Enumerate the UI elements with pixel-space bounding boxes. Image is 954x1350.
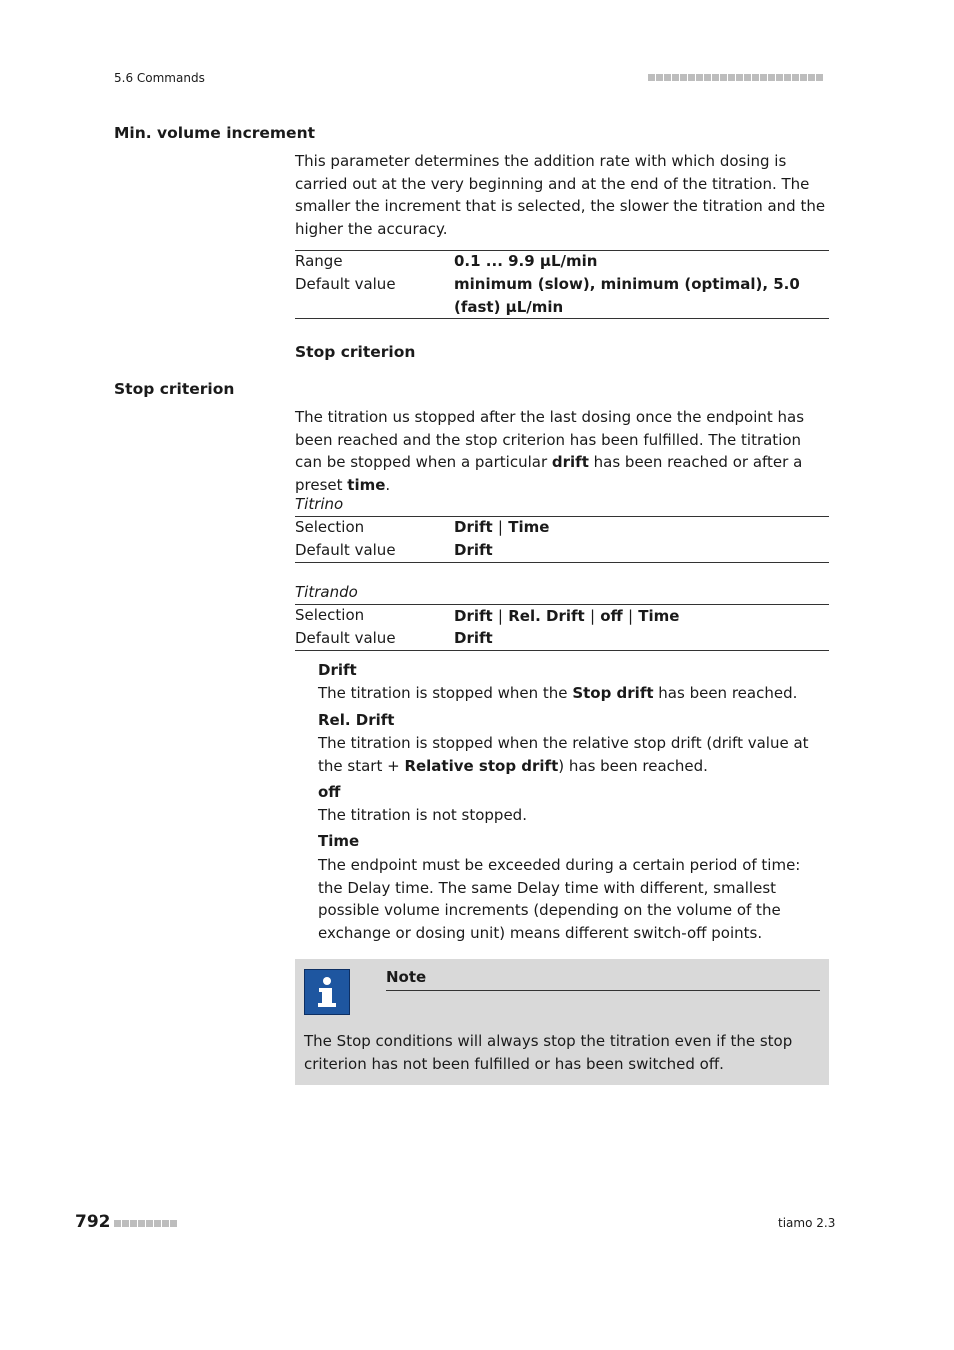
note-rule (386, 990, 820, 991)
subheading-stop-criterion: Stop criterion (295, 343, 416, 361)
option-drift-term: Drift (318, 661, 357, 679)
table-rule (295, 650, 829, 651)
option-time-desc: The endpoint must be exceeded during a certain period of time: the Delay time. The same Delay time with different, smallest possible volume increments (depending on the volume of the exchange or dosing unit) means different switch-off points. (318, 856, 801, 942)
titrando-label: Titrando (295, 583, 358, 601)
titrando-default-value: Drift (454, 629, 493, 647)
titrino-default-label: Default value (295, 541, 396, 559)
titrino-default-value: Drift (454, 541, 493, 559)
running-header-section: 5.6 Commands (114, 71, 205, 85)
stop-criterion-description: The titration us stopped after the last dosing once the endpoint has been reached and the stop criterion has been fulfilled. The titration can be stopped when a particular drift has been reached or after a preset time. (295, 408, 805, 494)
header-decor-squares (648, 74, 823, 81)
page-number: 792 (75, 1212, 111, 1232)
titrino-selection-value: Drift | Time (454, 518, 550, 536)
note-text: The Stop conditions will always stop the titration even if the stop criterion has not been fulfilled or has been switched off. (304, 1032, 793, 1073)
heading-min-volume-increment: Min. volume increment (114, 124, 316, 142)
option-time-term: Time (318, 832, 360, 850)
option-rel-drift-desc: The titration is stopped when the relative stop drift (drift value at the start + Relative stop drift) has been reached. (318, 734, 809, 775)
option-off-term: off (318, 783, 341, 801)
heading-stop-criterion: Stop criterion (114, 380, 235, 398)
option-drift-desc: The titration is stopped when the Stop drift has been reached. (318, 684, 798, 702)
info-icon (304, 969, 350, 1015)
note-title: Note (386, 968, 427, 986)
option-rel-drift-term: Rel. Drift (318, 711, 395, 729)
titrando-selection-value: Drift | Rel. Drift | off | Time (454, 607, 680, 625)
min-volume-description: This parameter determines the addition rate with which dosing is carried out at the very beginning and at the end of the titration. The smaller the increment that is selected, the slower the titration and the higher the accuracy. (295, 152, 826, 238)
range-value: 0.1 ... 9.9 µL/min (454, 252, 598, 270)
footer-decor-squares (114, 1220, 177, 1227)
titrino-label: Titrino (295, 495, 344, 513)
default-value-value: minimum (slow), minimum (optimal), 5.0 (fast) µL/min (454, 275, 800, 316)
table-rule (295, 562, 829, 563)
range-label: Range (295, 252, 343, 270)
option-off-desc: The titration is not stopped. (318, 806, 527, 824)
table-rule (295, 318, 829, 319)
titrando-default-label: Default value (295, 629, 396, 647)
default-value-label: Default value (295, 275, 396, 293)
titrando-selection-label: Selection (295, 606, 365, 624)
footer-product: tiamo 2.3 (778, 1216, 836, 1230)
titrino-selection-label: Selection (295, 518, 365, 536)
